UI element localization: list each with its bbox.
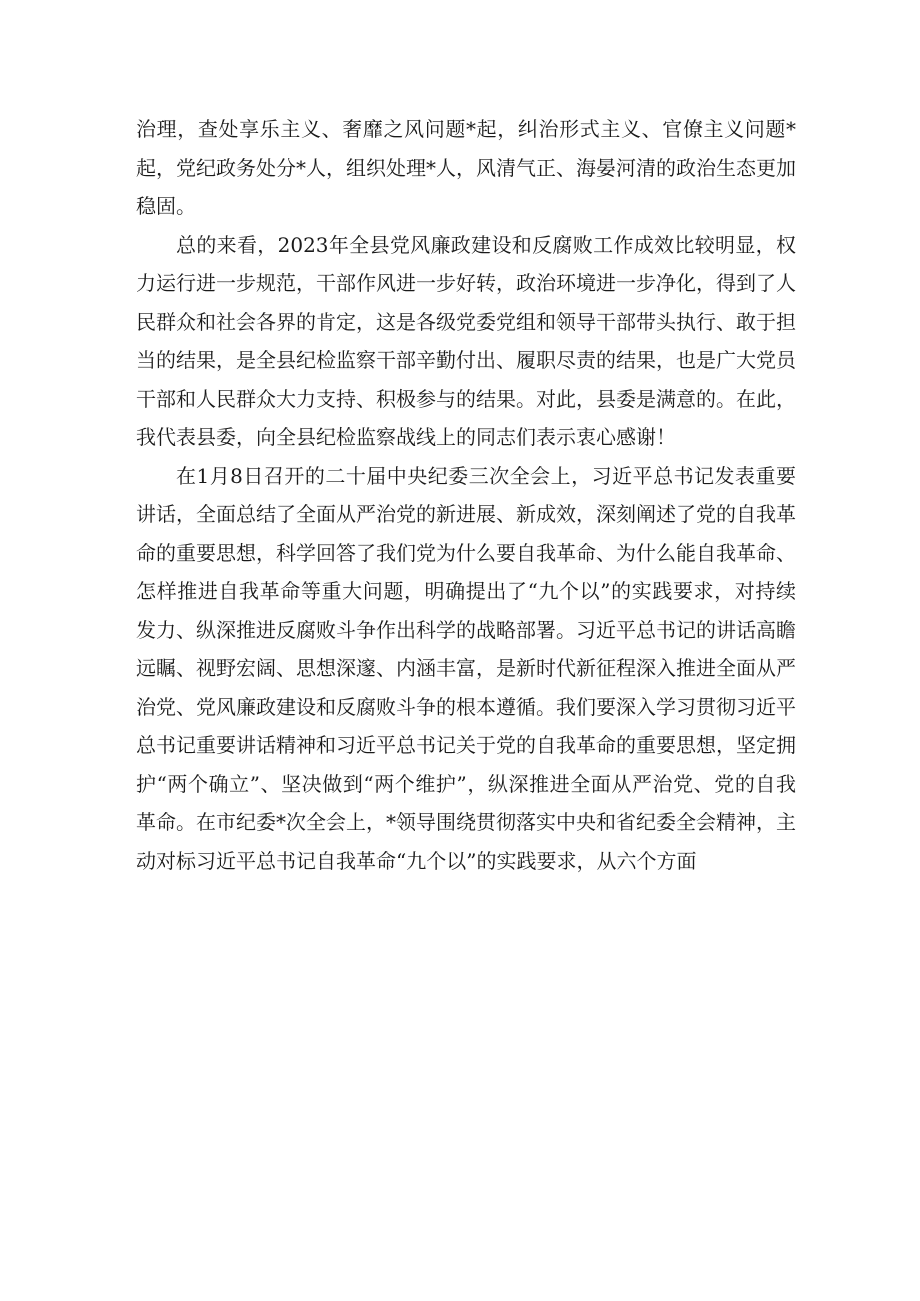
paragraph-continuation: 治理，查处享乐主义、奢靡之风问题*起，纠治形式主义、官僚主义问题*起，党纪政务处分*人，组织处理*人，风清气正、海晏河清的政治生态更加稳固。: [136, 117, 796, 218]
paragraph-speech: 在1月8日召开的二十届中央纪委三次全会上，习近平总书记发表重要讲话，全面总结了全面从严治党的新进展、新成效，深刻阐述了党的自我革命的重要思想，科学回答了我们党为什么要自我革命、为什么能自我革命、怎样推进自我革命等重大问题，明确提出了“九个以”的实践要求，对持续发力、纵深推进反腐败斗争作出科学的战略部署。习近平总书记的讲话高瞻远瞩、视野宏阔、思想深邃、内涵丰富，是新时代新征程深入推进全面从严治党、党风廉政建设和反腐败斗争的根本遵循。我们要深入学习贯彻习近平总书记重要讲话精神和习近平总书记关于党的自我革命的重要思想，坚定拥护“两个确立”、坚决做到“两个维护”，纵深推进全面从严治党、党的自我革命。在市纪委*次全会上，*领导围绕贯彻落实中央和省纪委全会精神，主动对标习近平总书记自我革命“九个以”的实践要求，从六个方面: [136, 463, 796, 873]
document-body: [136, 110, 796, 880]
paragraph-summary: 总的来看，2023年全县党风廉政建设和反腐败工作成效比较明显，权力运行进一步规范，干部作风进一步好转，政治环境进一步净化，得到了人民群众和社会各界的肯定，这是各级党委党组和领导干部带头执行、敢于担当的结果，是全县纪检监察干部辛勤付出、履职尽责的结果，也是广大党员干部和人民群众大力支持、积极参与的结果。对此，县委是满意的。在此，我代表县委，向全县纪检监察战线上的同志们表示衷心感谢！: [136, 232, 796, 449]
